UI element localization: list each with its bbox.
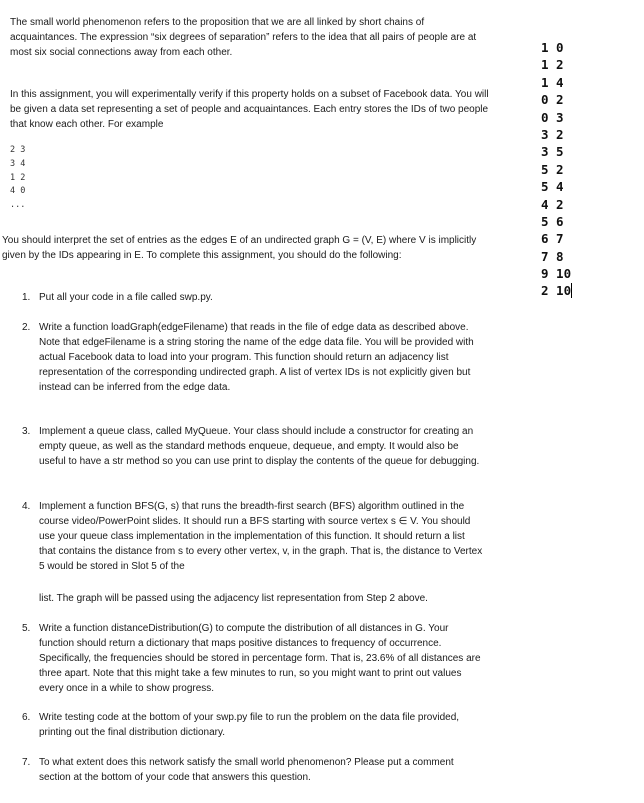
- task-number: 1.: [22, 292, 31, 303]
- assignment-paragraph: In this assignment, you will experimentally verify if this property holds on a subset of Facebook data. You will be given a data set representing a set of people and acquaintances. Each entry stores the IDs of two people that know each other. For example: [10, 89, 489, 130]
- edge-line: 0 3: [541, 109, 564, 125]
- edge-line: 9 10: [541, 266, 572, 282]
- task-continuation: list. The graph will be passed using the adjacency list representation from Step 2 above.: [39, 593, 428, 604]
- edge-list-editor[interactable]: [541, 39, 572, 300]
- interpretation-paragraph: You should interpret the set of entries as the edges E of an undirected graph G = (V, E) where V is implicitly given by the IDs appearing in E. To complete this assignment, you should do the following:: [2, 235, 477, 261]
- edge-line: 5 6: [541, 213, 564, 229]
- edge-line: 4 2: [541, 196, 564, 212]
- task-number: 4.: [22, 501, 31, 512]
- task-number: 2.: [22, 322, 31, 333]
- edge-line: 0 2: [541, 92, 564, 108]
- intro-paragraph: The small world phenomenon refers to the proposition that we are all linked by short chains of acquaintances. The expression “six degrees of separation” refers to the idea that all pairs of people are at most six social connections away from each other.: [10, 17, 477, 58]
- edge-line: 5 4: [541, 179, 564, 195]
- task-number: 3.: [22, 426, 31, 437]
- example-line: 3 4: [10, 158, 26, 169]
- edge-line-last: [541, 282, 572, 299]
- task-text: To what extent does this network satisfy the small world phenomenon? Please put a comment section at the bottom of your code that answers this question.: [39, 757, 454, 783]
- example-line: 4 0: [10, 186, 26, 197]
- task-text: Implement a queue class, called MyQueue. Your class should include a constructor for creating an empty queue, as well as the standard methods enqueue, dequeue, and empty. It would also be useful to have a str method so you can use print to display the contents of the queue for debugging.: [39, 426, 480, 467]
- edge-line: 3 2: [541, 126, 564, 142]
- text-cursor: [571, 283, 572, 298]
- task-text: Write testing code at the bottom of your swp.py file to run the problem on the data file provided, printing out the final distribution dictionary.: [39, 712, 460, 738]
- edge-line: 5 2: [541, 161, 564, 177]
- example-ellipsis: ...: [10, 200, 26, 211]
- task-text: Implement a function BFS(G, s) that runs the breadth-first search (BFS) algorithm outlined in the course video/PowerPoint slides. It should run a BFS starting with source vertex s ∈ V. You should use your queue class implementation in the implementation of this function. It should return a list that contains the distance from s to every other vertex, v, in the graph. That is, the distance to Vertex 5 would be stored in Slot 5 of the: [39, 501, 483, 572]
- edge-line: 6 7: [541, 231, 564, 247]
- task-number: 7.: [22, 757, 31, 768]
- task-text: Write a function distanceDistribution(G) to compute the distribution of all distances in G. Your function should return a dictionary that maps positive distances to frequency of occurrence. Specifically, the frequencies should be stored in percentage form. That is, 23.6% of all distances are three apart. Note that this might take a few minutes to run, so you might want to print out values every once in a while to show progress.: [39, 623, 481, 694]
- edge-line: 1 2: [541, 57, 564, 73]
- example-edges: [10, 144, 25, 213]
- task-number: 6.: [22, 712, 31, 723]
- edge-line: 3 5: [541, 144, 564, 160]
- task-text: Write a function loadGraph(edgeFilename) that reads in the file of edge data as described above. Note that edgeFilename is a string storing the name of the edge data file. You will be provided with actual Facebook data to load into your program. This function should return an adjacency list representation of the corresponding undirected graph. A list of vertex IDs is not explicitly given but instead can be inferred from the edge data.: [39, 322, 474, 393]
- edge-line: 1 0: [541, 40, 564, 55]
- edge-line: 1 4: [541, 74, 564, 90]
- task-text: Put all your code in a file called swp.py.: [39, 292, 213, 303]
- edge-line: 7 8: [541, 248, 564, 264]
- edge-line-text: 2 10: [541, 283, 572, 299]
- example-line: 2 3: [10, 145, 26, 155]
- task-number: 5.: [22, 623, 31, 634]
- example-line: 1 2: [10, 172, 26, 183]
